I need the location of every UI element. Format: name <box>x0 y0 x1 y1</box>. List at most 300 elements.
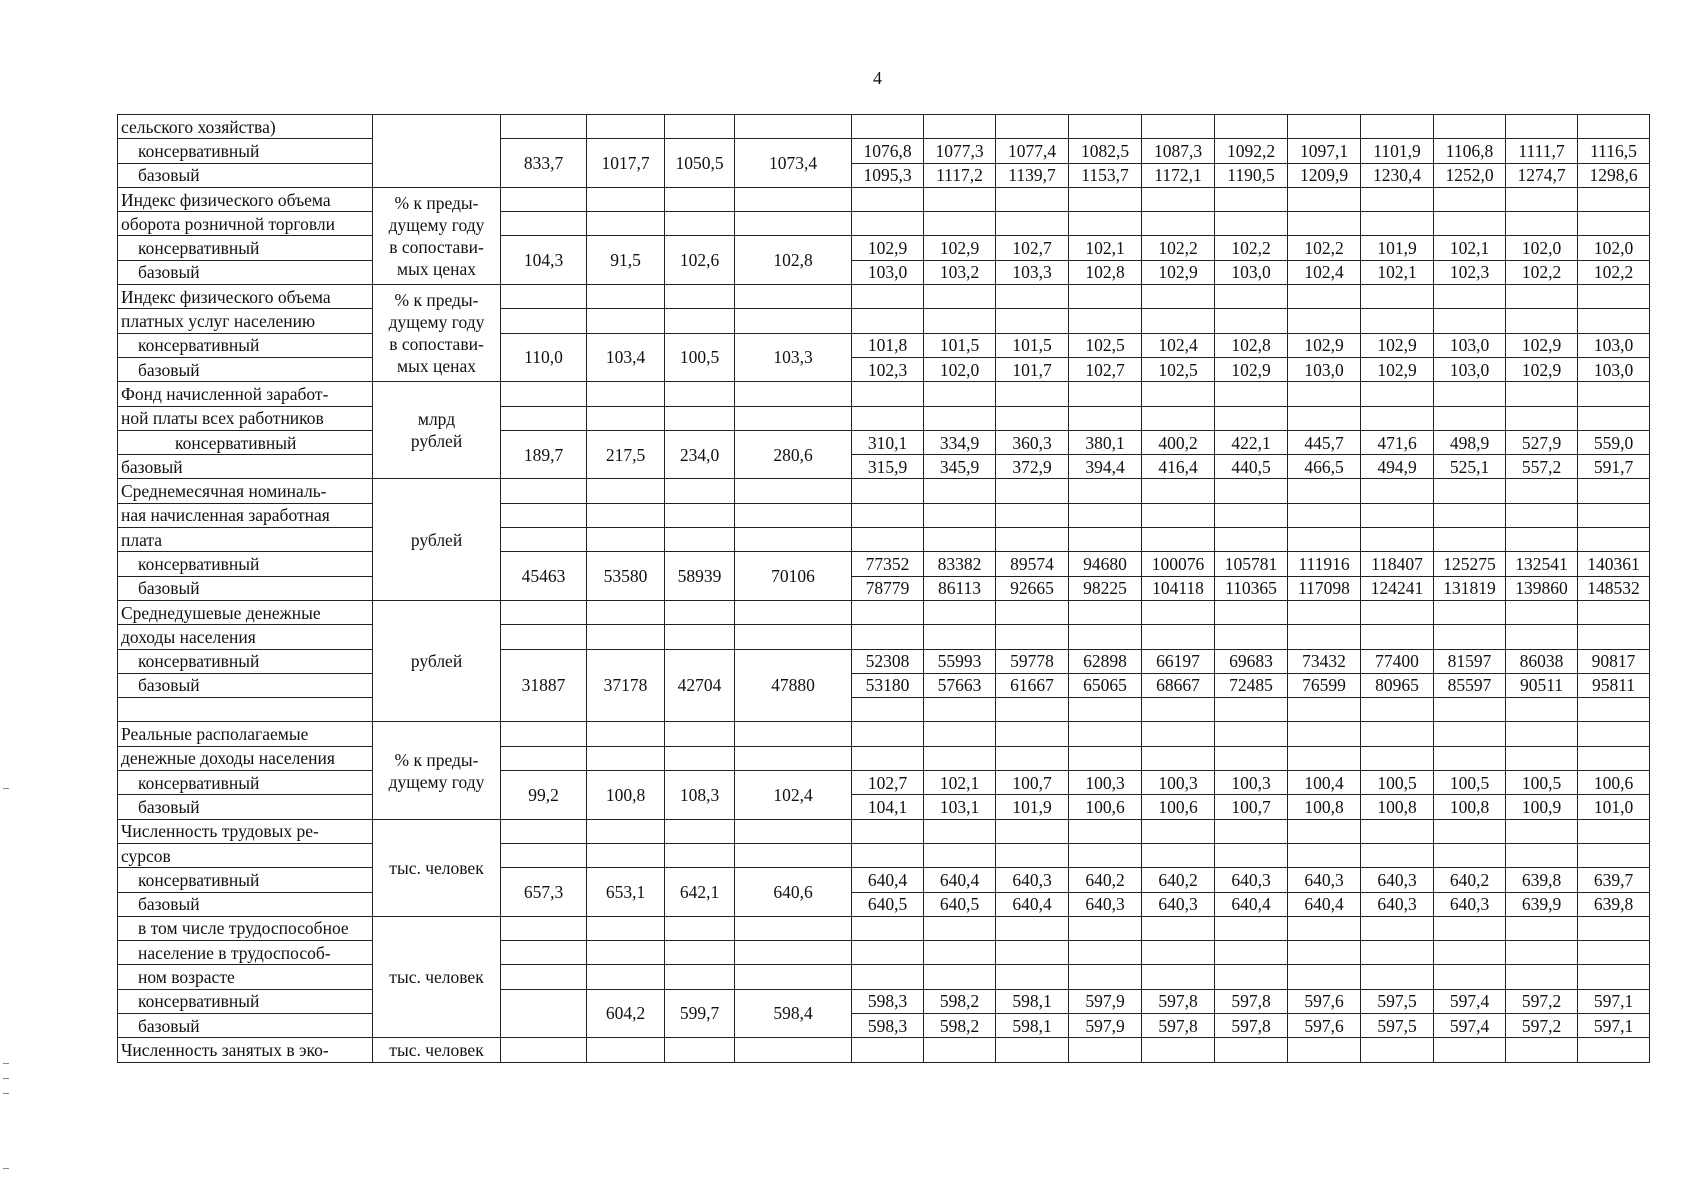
empty-cell <box>1215 746 1288 770</box>
empty-cell <box>1288 382 1361 406</box>
empty-cell <box>665 503 735 527</box>
empty-cell <box>1069 746 1142 770</box>
empty-cell <box>1142 285 1215 309</box>
empty-cell <box>924 600 996 624</box>
empty-cell <box>1069 722 1142 746</box>
forecast-value: 102,8 <box>1069 260 1142 284</box>
forecast-value: 1106,8 <box>1434 139 1506 163</box>
empty-cell <box>1215 843 1288 867</box>
empty-cell <box>587 819 665 843</box>
unit-cell <box>373 722 501 819</box>
empty-cell <box>735 941 852 965</box>
empty-cell <box>1069 843 1142 867</box>
unit-line: мых ценах <box>397 258 476 279</box>
empty-cell <box>1578 625 1650 649</box>
empty-cell <box>1288 479 1361 503</box>
empty-cell <box>501 528 587 552</box>
historical-value: 604,2 <box>587 989 665 1038</box>
empty-cell <box>501 212 587 236</box>
empty-cell <box>1288 746 1361 770</box>
empty-cell <box>1506 941 1578 965</box>
empty-cell <box>1434 625 1506 649</box>
forecast-value: 597,6 <box>1288 1013 1361 1037</box>
empty-cell <box>1578 819 1650 843</box>
forecast-value: 100,8 <box>1434 795 1506 819</box>
empty-cell <box>1215 503 1288 527</box>
forecast-value: 598,2 <box>924 1013 996 1037</box>
empty-cell <box>924 843 996 867</box>
empty-cell <box>735 746 852 770</box>
forecast-value: 111916 <box>1288 552 1361 576</box>
empty-cell <box>1361 115 1434 139</box>
empty-cell <box>1288 309 1361 333</box>
unit-cell <box>373 187 501 284</box>
historical-value: 91,5 <box>587 236 665 285</box>
indicator-header-row <box>118 722 1650 746</box>
forecast-value: 103,0 <box>1578 333 1650 357</box>
empty-cell <box>852 187 924 211</box>
empty-cell <box>852 843 924 867</box>
empty-cell <box>1506 625 1578 649</box>
historical-value: 47880 <box>735 649 852 722</box>
forecast-value: 597,8 <box>1142 1013 1215 1037</box>
forecast-value: 102,0 <box>924 357 996 381</box>
forecast-value: 86038 <box>1506 649 1578 673</box>
empty-cell <box>1142 115 1215 139</box>
forecast-value: 394,4 <box>1069 455 1142 479</box>
empty-cell <box>501 941 587 965</box>
forecast-value: 640,3 <box>1215 868 1288 892</box>
empty-cell <box>996 382 1069 406</box>
empty-cell <box>996 528 1069 552</box>
empty-cell <box>1578 187 1650 211</box>
unit-line: дущему году <box>388 771 485 792</box>
forecast-value: 597,4 <box>1434 989 1506 1013</box>
scenario-label: консервативный <box>118 236 373 260</box>
forecast-value: 102,4 <box>1288 260 1361 284</box>
historical-value: 189,7 <box>501 430 587 479</box>
forecast-value: 640,4 <box>1215 892 1288 916</box>
forecast-value: 78779 <box>852 576 924 600</box>
empty-cell <box>1069 941 1142 965</box>
empty-cell <box>1578 503 1650 527</box>
empty-cell <box>587 843 665 867</box>
forecast-value: 498,9 <box>1434 430 1506 454</box>
indicator-label: Среднедушевые денежные <box>118 600 373 624</box>
empty-cell <box>1578 212 1650 236</box>
empty-cell <box>1506 843 1578 867</box>
empty-cell <box>924 941 996 965</box>
empty-cell <box>587 382 665 406</box>
forecast-value: 598,1 <box>996 989 1069 1013</box>
empty-cell <box>924 115 996 139</box>
forecast-value: 89574 <box>996 552 1069 576</box>
forecast-value: 102,1 <box>924 771 996 795</box>
empty-cell <box>1142 503 1215 527</box>
forecast-value: 1077,4 <box>996 139 1069 163</box>
forecast-value: 102,9 <box>1142 260 1215 284</box>
empty-cell <box>587 285 665 309</box>
forecast-value: 640,2 <box>1434 868 1506 892</box>
empty-cell <box>996 115 1069 139</box>
empty-cell <box>1215 625 1288 649</box>
empty-cell <box>1361 722 1434 746</box>
forecast-value: 598,2 <box>924 989 996 1013</box>
empty-cell <box>501 382 587 406</box>
empty-cell <box>1069 1038 1142 1062</box>
forecast-value: 103,1 <box>924 795 996 819</box>
empty-cell <box>665 941 735 965</box>
empty-cell <box>924 479 996 503</box>
forecast-value: 100,5 <box>1434 771 1506 795</box>
empty-cell <box>735 285 852 309</box>
forecast-value: 1092,2 <box>1215 139 1288 163</box>
historical-value: 103,4 <box>587 333 665 382</box>
historical-value: 217,5 <box>587 430 665 479</box>
forecast-value: 118407 <box>1361 552 1434 576</box>
empty-cell <box>1215 965 1288 989</box>
empty-cell <box>924 212 996 236</box>
forecast-value: 77352 <box>852 552 924 576</box>
forecast-value: 1117,2 <box>924 163 996 187</box>
empty-cell <box>501 600 587 624</box>
empty-cell <box>735 382 852 406</box>
indicator-header-row <box>118 819 1650 843</box>
empty-cell <box>1361 916 1434 940</box>
indicator-label: оборота розничной торговли <box>118 212 373 236</box>
empty-cell <box>735 503 852 527</box>
empty-cell <box>852 722 924 746</box>
forecast-value: 1274,7 <box>1506 163 1578 187</box>
empty-cell <box>1142 941 1215 965</box>
scenario-label: базовый <box>118 260 373 284</box>
forecast-value: 597,2 <box>1506 989 1578 1013</box>
empty-cell <box>1069 187 1142 211</box>
forecast-value: 102,1 <box>1069 236 1142 260</box>
empty-cell <box>1506 406 1578 430</box>
forecast-value: 1298,6 <box>1578 163 1650 187</box>
empty-cell <box>1434 941 1506 965</box>
indicator-label: Реальные располагаемые <box>118 722 373 746</box>
historical-value: 108,3 <box>665 771 735 820</box>
empty-cell <box>1215 819 1288 843</box>
forecast-value: 640,5 <box>852 892 924 916</box>
scan-edge-mark <box>3 1078 9 1079</box>
empty-cell <box>1069 698 1142 722</box>
forecast-value: 101,9 <box>1361 236 1434 260</box>
indicator-header-row <box>118 746 1650 770</box>
scenario-label: базовый <box>118 1013 373 1037</box>
historical-value: 653,1 <box>587 868 665 917</box>
historical-value: 70106 <box>735 552 852 601</box>
empty-cell <box>852 819 924 843</box>
unit-line: % к преды- <box>394 749 479 770</box>
historical-value: 110,0 <box>501 333 587 382</box>
forecast-value: 61667 <box>996 673 1069 697</box>
forecast-value: 140361 <box>1578 552 1650 576</box>
empty-cell <box>501 843 587 867</box>
empty-cell <box>1434 382 1506 406</box>
empty-cell <box>1434 503 1506 527</box>
empty-cell <box>1215 406 1288 430</box>
empty-cell <box>852 309 924 333</box>
forecast-value: 102,3 <box>852 357 924 381</box>
forecast-value: 334,9 <box>924 430 996 454</box>
empty-cell <box>852 382 924 406</box>
empty-cell <box>665 746 735 770</box>
empty-cell <box>1288 503 1361 527</box>
scenario-label: консервативный <box>118 868 373 892</box>
empty-cell <box>924 722 996 746</box>
forecast-value: 102,9 <box>924 236 996 260</box>
forecast-value: 102,4 <box>1142 333 1215 357</box>
empty-cell <box>735 187 852 211</box>
forecast-value: 57663 <box>924 673 996 697</box>
forecast-value: 640,3 <box>1361 892 1434 916</box>
indicator-label: в том числе трудоспособное <box>118 916 373 940</box>
forecast-value: 102,8 <box>1215 333 1288 357</box>
forecast-value: 86113 <box>924 576 996 600</box>
empty-cell <box>1361 819 1434 843</box>
empty-cell <box>1288 406 1361 430</box>
scenario-row <box>118 260 1650 284</box>
forecast-value: 100076 <box>1142 552 1215 576</box>
forecast-value: 102,9 <box>852 236 924 260</box>
empty-cell <box>924 819 996 843</box>
empty-cell <box>1361 187 1434 211</box>
forecast-value: 1209,9 <box>1288 163 1361 187</box>
indicator-label: плата <box>118 528 373 552</box>
empty-cell <box>665 212 735 236</box>
forecast-value: 98225 <box>1069 576 1142 600</box>
empty-cell <box>1578 722 1650 746</box>
forecast-value: 1139,7 <box>996 163 1069 187</box>
forecast-value: 102,9 <box>1506 333 1578 357</box>
empty-cell <box>118 698 373 722</box>
empty-cell <box>1506 528 1578 552</box>
forecast-value: 1111,7 <box>1506 139 1578 163</box>
forecast-value: 102,5 <box>1069 333 1142 357</box>
historical-value: 53580 <box>587 552 665 601</box>
forecast-value: 100,7 <box>1215 795 1288 819</box>
empty-cell <box>1578 479 1650 503</box>
empty-cell <box>1142 819 1215 843</box>
indicator-header-row <box>118 528 1650 552</box>
empty-cell <box>924 1038 996 1062</box>
empty-cell <box>1578 309 1650 333</box>
forecast-value: 92665 <box>996 576 1069 600</box>
unit-cell <box>373 819 501 916</box>
historical-value: 1050,5 <box>665 139 735 188</box>
empty-cell <box>1578 698 1650 722</box>
empty-cell <box>924 625 996 649</box>
forecast-value: 102,5 <box>1142 357 1215 381</box>
empty-cell <box>1142 965 1215 989</box>
unit-line: тыс. человек <box>389 857 484 878</box>
empty-cell <box>1506 115 1578 139</box>
empty-cell <box>735 722 852 746</box>
scenario-row <box>118 333 1650 357</box>
forecast-value: 101,0 <box>1578 795 1650 819</box>
empty-cell <box>1578 746 1650 770</box>
empty-cell <box>1142 187 1215 211</box>
empty-cell <box>1215 382 1288 406</box>
empty-cell <box>924 503 996 527</box>
scenario-label: консервативный <box>118 771 373 795</box>
empty-cell <box>587 965 665 989</box>
empty-cell <box>587 309 665 333</box>
scenario-label: консервативный <box>118 552 373 576</box>
empty-cell <box>996 309 1069 333</box>
empty-cell <box>1361 503 1434 527</box>
empty-cell <box>1069 600 1142 624</box>
empty-cell <box>1215 916 1288 940</box>
empty-cell <box>1361 746 1434 770</box>
forecast-value: 104,1 <box>852 795 924 819</box>
scenario-label: базовый <box>118 455 373 479</box>
forecast-value: 52308 <box>852 649 924 673</box>
empty-cell <box>587 115 665 139</box>
empty-cell <box>1506 819 1578 843</box>
empty-cell <box>852 503 924 527</box>
empty-cell <box>1506 722 1578 746</box>
historical-value: 280,6 <box>735 430 852 479</box>
empty-cell <box>1434 187 1506 211</box>
scan-edge-mark <box>3 788 9 789</box>
forecast-value: 102,9 <box>1288 333 1361 357</box>
empty-cell <box>1361 1038 1434 1062</box>
unit-line: дущему году <box>388 214 485 235</box>
empty-cell <box>1361 406 1434 430</box>
empty-cell <box>665 406 735 430</box>
empty-cell <box>1215 479 1288 503</box>
empty-cell <box>735 965 852 989</box>
scenario-row <box>118 357 1650 381</box>
empty-cell <box>1288 965 1361 989</box>
empty-cell <box>1288 916 1361 940</box>
empty-cell <box>852 212 924 236</box>
empty-cell <box>996 285 1069 309</box>
forecast-value: 94680 <box>1069 552 1142 576</box>
forecast-value: 639,8 <box>1578 892 1650 916</box>
indicator-header-row <box>118 309 1650 333</box>
empty-cell <box>665 479 735 503</box>
forecast-value: 104118 <box>1142 576 1215 600</box>
empty-cell <box>501 916 587 940</box>
forecast-value: 598,3 <box>852 1013 924 1037</box>
empty-cell <box>501 309 587 333</box>
empty-cell <box>924 285 996 309</box>
empty-cell <box>1361 698 1434 722</box>
empty-cell <box>665 309 735 333</box>
empty-cell <box>587 406 665 430</box>
scenario-row <box>118 771 1650 795</box>
indicator-header-row <box>118 1038 1650 1062</box>
indicator-label: население в трудоспособ- <box>118 941 373 965</box>
forecast-value: 315,9 <box>852 455 924 479</box>
empty-cell <box>501 819 587 843</box>
empty-cell <box>735 528 852 552</box>
forecast-value: 597,5 <box>1361 989 1434 1013</box>
forecast-value: 77400 <box>1361 649 1434 673</box>
empty-cell <box>735 309 852 333</box>
empty-cell <box>587 212 665 236</box>
empty-cell <box>996 1038 1069 1062</box>
forecast-value: 1097,1 <box>1288 139 1361 163</box>
empty-cell <box>1361 600 1434 624</box>
scenario-label: базовый <box>118 576 373 600</box>
forecast-value: 101,5 <box>924 333 996 357</box>
forecast-value: 110365 <box>1215 576 1288 600</box>
indicator-header-row <box>118 212 1650 236</box>
empty-cell <box>1578 528 1650 552</box>
empty-cell <box>1506 309 1578 333</box>
empty-cell <box>1361 212 1434 236</box>
forecast-value: 360,3 <box>996 430 1069 454</box>
empty-cell <box>1578 382 1650 406</box>
empty-cell <box>996 843 1069 867</box>
empty-cell <box>1506 746 1578 770</box>
empty-cell <box>852 600 924 624</box>
forecast-value: 101,5 <box>996 333 1069 357</box>
empty-cell <box>1142 382 1215 406</box>
forecast-value: 1076,8 <box>852 139 924 163</box>
historical-value: 102,6 <box>665 236 735 285</box>
forecast-value: 102,0 <box>1578 236 1650 260</box>
unit-line: в сопостави- <box>389 334 484 355</box>
empty-cell <box>501 187 587 211</box>
forecast-value: 440,5 <box>1215 455 1288 479</box>
forecast-value: 100,3 <box>1215 771 1288 795</box>
forecast-value: 1172,1 <box>1142 163 1215 187</box>
empty-cell <box>1506 285 1578 309</box>
forecast-value: 83382 <box>924 552 996 576</box>
empty-cell <box>1361 843 1434 867</box>
forecast-value: 400,2 <box>1142 430 1215 454</box>
empty-cell <box>587 503 665 527</box>
empty-cell <box>1578 843 1650 867</box>
forecast-value: 640,3 <box>1361 868 1434 892</box>
indicator-label: доходы населения <box>118 625 373 649</box>
forecast-value: 103,3 <box>996 260 1069 284</box>
unit-line: рублей <box>410 431 463 452</box>
forecast-value: 103,0 <box>1434 333 1506 357</box>
empty-cell <box>1215 309 1288 333</box>
empty-cell <box>996 722 1069 746</box>
empty-cell <box>1434 698 1506 722</box>
forecast-value: 72485 <box>1215 673 1288 697</box>
empty-cell <box>1506 600 1578 624</box>
empty-cell <box>665 819 735 843</box>
scenario-label: консервативный <box>118 649 373 673</box>
empty-cell <box>665 600 735 624</box>
forecast-value: 103,0 <box>1434 357 1506 381</box>
historical-value: 599,7 <box>665 989 735 1038</box>
empty-cell <box>924 187 996 211</box>
forecast-value: 597,9 <box>1069 1013 1142 1037</box>
empty-cell <box>1361 965 1434 989</box>
forecast-value: 597,6 <box>1288 989 1361 1013</box>
forecast-value: 100,6 <box>1069 795 1142 819</box>
empty-cell <box>996 941 1069 965</box>
indicator-header-row <box>118 285 1650 309</box>
empty-cell <box>1215 1038 1288 1062</box>
forecast-value: 1087,3 <box>1142 139 1215 163</box>
forecast-value: 445,7 <box>1288 430 1361 454</box>
forecast-value: 640,2 <box>1069 868 1142 892</box>
unit-line: рублей <box>410 651 463 672</box>
forecast-value: 640,5 <box>924 892 996 916</box>
